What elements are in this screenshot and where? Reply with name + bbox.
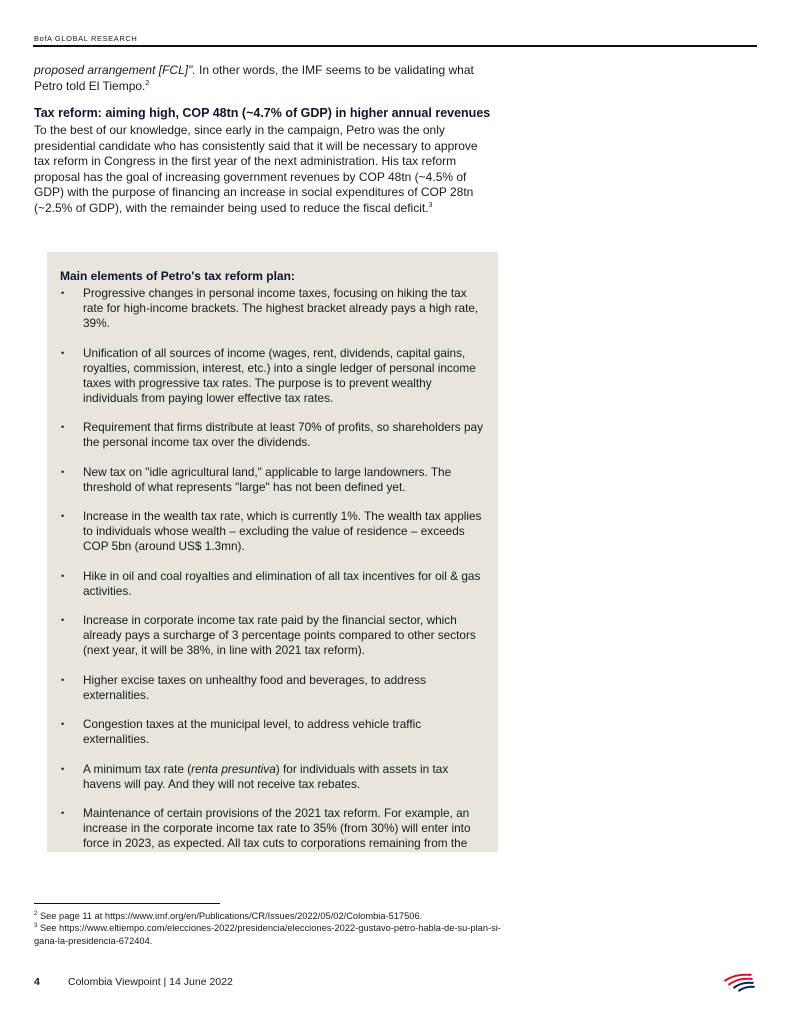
bullet-icon: • — [61, 808, 65, 818]
list-item — [60, 806, 488, 851]
list-item — [60, 613, 488, 658]
footnote-ref-2[interactable]: 2 — [145, 79, 150, 87]
footnote-number: 2 — [34, 910, 38, 917]
footnotes — [34, 910, 504, 947]
box-title: Main elements of Petro's tax reform plan: — [60, 269, 295, 283]
section-body-text: To the best of our knowledge, since early in the campaign, Petro was the only presidential candidate who has consistently said that it will be necessary to approve tax reform in Congress in the first year of the next administration. His tax reform proposal has the goal of increasing government revenues by COP 48tn (~4.5% of GDP) with the purpose of financing an increase in social expenditures of COP 28tn (~2.5% of GDP), with the remainder being used to reduce the fiscal deficit. — [34, 123, 478, 215]
intro-paragraph — [34, 63, 496, 94]
list-item-text: Unification of all sources of income (wages, rent, dividends, capital gains, royalties, commission, interest, etc.) into a single ledger of personal income taxes with progressive tax rates. The purpose is to prevent wealthy individuals from paying lower effective tax rates. — [83, 345, 476, 405]
logo-blue-stripes — [733, 982, 755, 992]
list-item — [60, 346, 488, 406]
footnote-text[interactable]: See https://www.eltiempo.com/elecciones-2022/presidencia/elecciones-2022-gustavo-petro-habla-de-su-plan-si-gana-la-presidencia-672404. — [34, 923, 501, 946]
list-item-text: Maintenance of certain provisions of the 2021 tax reform. For example, an increase in the corporate income tax rate to 35% (from 30%) will enter into force in 2023, as expected. All tax cuts to corporations remaining from the — [83, 806, 471, 850]
intro-text: In other words, the IMF seems to be validating what Petro told El Tiempo. — [34, 63, 474, 93]
header-label: BofA GLOBAL RESEARCH — [34, 34, 138, 43]
tax-reform-box — [47, 252, 498, 852]
list-item — [60, 465, 488, 495]
list-item-text: Higher excise taxes on unhealthy food and beverages, to address externalities. — [83, 672, 426, 702]
list-item-text: Hike in oil and coal royalties and elimination of all tax incentives for oil & gas activities. — [83, 568, 481, 598]
section-body — [34, 123, 496, 216]
list-item — [60, 673, 488, 703]
list-item — [60, 286, 488, 331]
bullet-icon: • — [61, 674, 65, 685]
footer-title: Colombia Viewpoint | 14 June 2022 — [68, 976, 233, 988]
bullet-icon: • — [61, 288, 65, 298]
footnote-divider — [34, 903, 220, 904]
list-item — [60, 509, 488, 554]
bullet-icon: • — [61, 466, 65, 477]
list-item-text: Requirement that firms distribute at least 70% of profits, so shareholders pay the personal income tax over the dividends. — [83, 420, 483, 449]
section-heading: Tax reform: aiming high, COP 48tn (~4.7% of GDP) in higher annual revenues — [34, 106, 491, 120]
bofa-flag-logo-icon — [722, 972, 756, 992]
bullet-icon: • — [61, 719, 65, 729]
list-item — [60, 569, 488, 599]
intro-italic: proposed arrangement [FCL]". — [34, 63, 196, 77]
list-item — [60, 420, 488, 450]
bullet-icon: • — [61, 422, 65, 432]
header-divider — [33, 45, 757, 47]
list-item — [60, 762, 488, 792]
list-item-italic: renta presuntiva — [191, 761, 276, 776]
bullet-icon: • — [61, 511, 65, 521]
footnote-text[interactable]: See page 11 at https://www.imf.org/en/Publications/CR/Issues/2022/05/02/Colombia-517506. — [39, 911, 423, 921]
page-number: 4 — [34, 976, 40, 988]
list-item-text: Increase in corporate income tax rate paid by the financial sector, which already pays a surcharge of 3 percentage points compared to other sectors (next year, it will be 38%, in line with 2021 tax reform). — [83, 613, 476, 657]
footnote-3 — [34, 922, 504, 947]
footnote-number: 3 — [34, 923, 38, 930]
list-item — [60, 717, 488, 747]
footnote-2 — [34, 910, 504, 922]
list-item-text: A minimum tax rate ( — [83, 761, 192, 776]
bullet-icon: • — [61, 570, 65, 581]
bullet-icon: • — [61, 347, 65, 358]
bullet-icon: • — [61, 615, 65, 625]
list-item-text: ) for individuals with assets in tax havens will pay. And they will not receive tax rebates. — [83, 761, 449, 791]
footnote-ref-3[interactable]: 3 — [428, 201, 433, 209]
list-item-text: Congestion taxes at the municipal level, to address vehicle traffic externalities. — [83, 717, 422, 746]
bullet-icon: • — [61, 763, 65, 774]
list-item-text: Increase in the wealth tax rate, which is currently 1%. The wealth tax applies to individuals whose wealth – excluding the value of residence – exceeds COP 5bn (around US$ 1.3mn). — [83, 509, 482, 553]
list-item-text: New tax on "idle agricultural land," applicable to large landowners. The threshold of what represents "large" has not been defined yet. — [83, 464, 452, 494]
list-item-text: Progressive changes in personal income taxes, focusing on hiking the tax rate for high-income brackets. The highest bracket already pays a high rate, 39%. — [83, 286, 479, 330]
tax-reform-list — [60, 286, 488, 866]
